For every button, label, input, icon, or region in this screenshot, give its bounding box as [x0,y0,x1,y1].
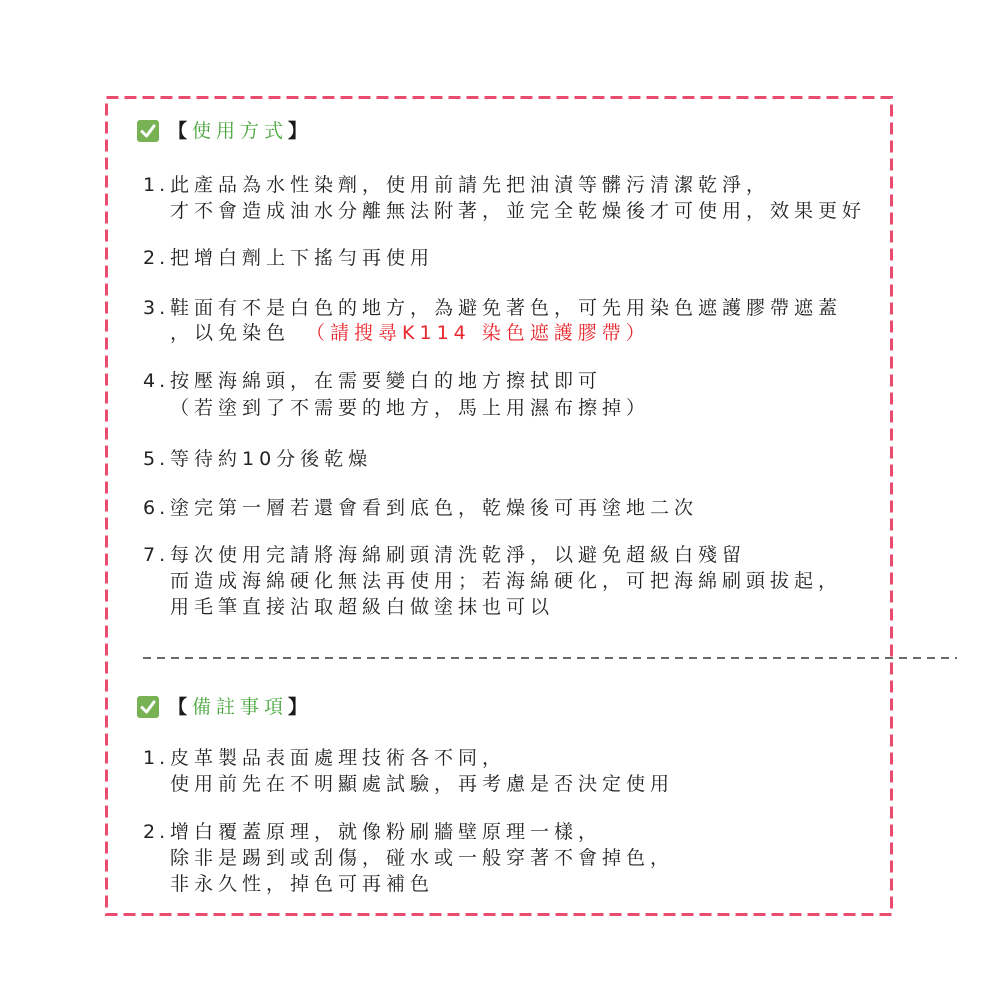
item-line: 增白覆蓋原理，就像粉刷牆壁原理一樣， [170,821,603,843]
check-mark-button-icon [137,120,159,142]
item-number: 6. [143,497,170,519]
item-line: 鞋面有不是白色的地方，為避免著色，可先用染色遮護膠帶遮蓋 [170,297,843,319]
item-number: 7. [143,544,170,566]
item-number: 1. [143,174,170,196]
item-line: 除非是踢到或刮傷，碰水或一般穿著不會掉色， [170,847,675,869]
item-line: 按壓海綿頭，在需要變白的地方擦拭即可 [170,370,603,392]
item-line: 塗完第一層若還會看到底色，乾燥後可再塗地二次 [170,497,699,519]
item-line: （若塗到了不需要的地方，馬上用濕布擦掉） [170,397,651,419]
item-line: 把增白劑上下搖勻再使用 [170,247,435,269]
item-number: 4. [143,370,170,392]
heading-open-bracket: 【 [168,696,193,718]
check-mark-button-icon [137,696,159,718]
item-line [170,320,650,346]
item-line: 用毛筆直接沾取超級白做塗抹也可以 [170,596,555,618]
item-number: 2. [143,247,170,269]
item-line: 非永久性，掉色可再補色 [170,873,435,895]
search-hint: （請搜尋K114 染色遮護膠帶） [306,322,650,344]
item-line: 每次使用完請將海綿刷頭清洗乾淨，以避免超級白殘留 [170,544,747,566]
item-line: 而造成海綿硬化無法再使用；若海綿硬化，可把海綿刷頭拔起， [170,570,843,592]
usage-heading [168,118,312,144]
usage-heading-label: 使用方式 [192,120,289,142]
item-number: 5. [143,448,170,470]
item-line: 等待約10分後乾燥 [170,448,373,470]
notes-heading-label: 備註事項 [192,696,289,718]
item-line: 此產品為水性染劑，使用前請先把油漬等髒污清潔乾淨， [170,174,771,196]
item-line-text: ，以免染色 [170,322,291,344]
heading-close-bracket: 】 [288,696,313,718]
item-line: 皮革製品表面處理技術各不同， [170,747,507,769]
heading-close-bracket: 】 [288,120,313,142]
item-line: 才不會造成油水分離無法附著，並完全乾燥後才可使用，效果更好 [170,200,867,222]
notes-heading [168,694,312,720]
item-number: 3. [143,297,170,319]
item-line: 使用前先在不明顯處試驗，再考慮是否決定使用 [170,773,675,795]
heading-open-bracket: 【 [168,120,193,142]
item-number: 2. [143,821,170,843]
item-number: 1. [143,747,170,769]
